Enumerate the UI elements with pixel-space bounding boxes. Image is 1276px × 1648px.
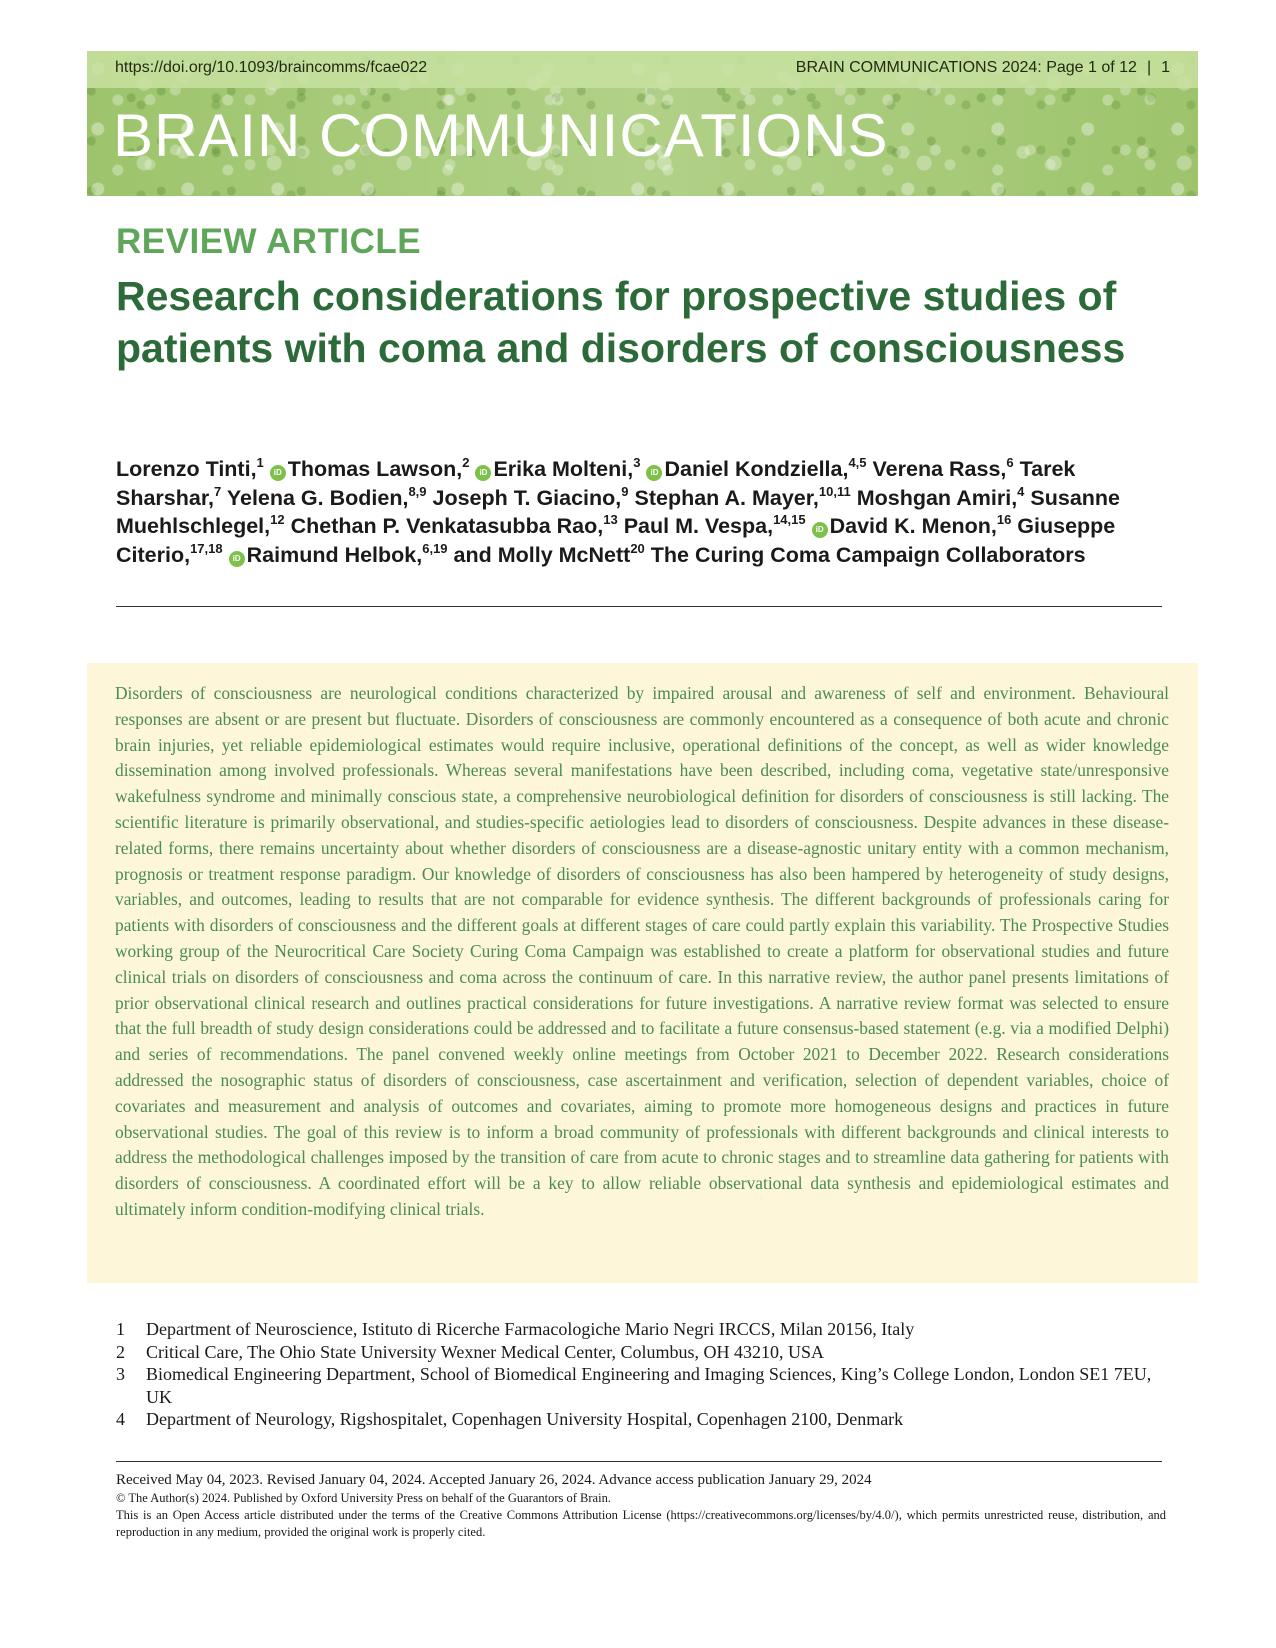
author-name: Joseph T. Giacino,	[432, 485, 622, 510]
author-affiliation-ref: 4	[1017, 483, 1025, 499]
doi-link[interactable]: https://doi.org/10.1093/braincomms/fcae022	[115, 59, 428, 76]
author-name: Stephan A. Mayer,	[634, 485, 819, 510]
divider-authors	[116, 606, 1162, 607]
banner-top-strip	[87, 51, 1198, 88]
author-list	[116, 455, 1176, 569]
divider-footer	[116, 1461, 1162, 1462]
received-dates: Received May 04, 2023. Revised January 04, 2024. Accepted January 26, 2024. Advance access publication January 29, 2024	[116, 1472, 872, 1488]
copyright-notice: © The Author(s) 2024. Published by Oxford University Press on behalf of the Guarantors of Brain.	[116, 1491, 611, 1505]
orcid-icon[interactable]: iD	[646, 465, 662, 481]
affiliation-number: 3	[116, 1364, 125, 1384]
affiliation-item	[116, 1408, 1166, 1431]
orcid-icon[interactable]: iD	[229, 551, 245, 567]
affiliation-number: 2	[116, 1341, 125, 1362]
author-name: Raimund Helbok,	[246, 542, 423, 567]
author-affiliation-ref: 10,11	[818, 483, 851, 499]
author-name: Susanne Muehlschlegel,	[116, 485, 1121, 538]
author-name: Daniel Kondziella,	[664, 457, 849, 481]
license-notice: This is an Open Access article distributed under the terms of the Creative Commons Attribution License (https://creativecommons.org/licenses/by/4.0/), which permits unrestricted reuse, distribution, and reproduction in any medium, provided the original work is properly cited.	[116, 1508, 1166, 1539]
author-name: Thomas Lawson,	[287, 457, 463, 481]
page-info-separator: |	[1146, 59, 1152, 76]
author-affiliation-ref: 4,5	[848, 455, 867, 470]
author-affiliation-ref: 6	[1006, 455, 1014, 470]
author-name: Yelena G. Bodien,	[226, 485, 409, 510]
author-name: Chethan P. Venkatasubba Rao,	[290, 514, 604, 538]
author-affiliation-ref: 1	[256, 455, 264, 470]
author-affiliation-ref: 8,9	[408, 483, 427, 499]
affiliation-text: Department of Neuroscience, Istituto di Ricerche Farmacologiche Mario Negri IRCCS, Milan 20156, Italy	[146, 1319, 915, 1339]
author-affiliation-ref: 17,18	[190, 540, 223, 556]
affiliations	[116, 1318, 1166, 1431]
author-name: Lorenzo Tinti,	[116, 457, 257, 481]
affiliation-number: 1	[116, 1319, 125, 1339]
author-name: Verena Rass,	[872, 457, 1007, 481]
author-name: The Curing Coma Campaign Collaborators	[650, 542, 1086, 567]
page-info-text: BRAIN COMMUNICATIONS 2024: Page 1 of 12	[795, 59, 1137, 76]
page-info	[796, 59, 1170, 77]
author-affiliation-ref: 6,19	[422, 540, 448, 556]
affiliation-text: Biomedical Engineering Department, School of Biomedical Engineering and Imaging Sciences, King’s College London, London SE1 7EU, UK	[146, 1364, 1152, 1407]
author-name: Moshgan Amiri,	[856, 485, 1018, 510]
orcid-icon[interactable]: iD	[475, 465, 491, 481]
abstract-text: Disorders of consciousness are neurological conditions characterized by impaired arousal and awareness of self and environment. Behavioural responses are absent or are present but fluctuate. Disorders of consciousness are commonly encountered as a consequence of both acute and chronic brain injuries, yet reliable epidemiological estimates would require inclusive, operational definitions of the concept, as well as wider knowledge dissemination among involved professionals. Whereas several manifestations have been described, including coma, vegetative state/unresponsive wakefulness syndrome and minimally conscious state, a comprehensive neurobiological definition for disorders of consciousness is still lacking. The scientific literature is primarily observational, and studies-specific aetiologies lead to disorders of consciousness. Despite advances in these disease-related forms, there remains uncertainty about whether disorders of consciousness are a disease-agnostic unitary entity with a common mechanism, prognosis or treatment response paradigm. Our knowledge of disorders of consciousness has also been hampered by heterogeneity of study designs, variables, and outcomes, leading to results that are not comparable for evidence synthesis. The different backgrounds of professionals caring for patients with disorders of consciousness and the different goals at different stages of care could partly explain this variability. The Prospective Studies working group of the Neurocritical Care Society Curing Coma Campaign was established to create a platform for observational studies and future clinical trials on disorders of consciousness and coma across the continuum of care. In this narrative review, the author panel presents limitations of prior observational clinical research and outlines practical considerations for future investigations. A narrative review format was selected to ensure that the full breadth of study design considerations could be addressed and to facilitate a future consensus-based statement (e.g. via a modified Delphi) and series of recommendations. The panel convened weekly online meetings from October 2021 to December 2022. Research considerations addressed the nosographic status of disorders of consciousness, case ascertainment and verification, selection of dependent variables, choice of covariates and measurement and analysis of outcomes and covariates, aiming to promote more homogeneous designs and practices in future observational studies. The goal of this review is to inform a broad community of professionals with different backgrounds and clinical interests to address the methodological challenges imposed by the transition of care from acute to chronic stages and to streamline data gathering for patients with disorders of consciousness. A coordinated effort will be a key to allow reliable observational data synthesis and epidemiological estimates and ultimately inform condition-modifying clinical trials.	[115, 683, 1169, 1219]
affiliation-item	[116, 1318, 1166, 1341]
author-name: Tarek Sharshar,	[116, 457, 1076, 510]
orcid-icon[interactable]: iD	[812, 522, 828, 538]
article-title: Research considerations for prospective studies of patients with coma and disorders of consciousness	[116, 273, 1126, 371]
journal-banner	[87, 51, 1198, 196]
author-name: Erika Molteni,	[493, 457, 634, 481]
author-affiliation-ref: 20	[630, 540, 645, 556]
author-affiliation-ref: 2	[462, 455, 470, 470]
affiliation-item	[116, 1341, 1166, 1364]
article-type: REVIEW ARTICLE	[116, 222, 422, 261]
article-footer	[116, 1470, 1166, 1541]
affiliation-item	[116, 1363, 1166, 1408]
author-name: Giuseppe Citerio,	[116, 514, 1116, 567]
author-affiliation-ref: 14,15	[773, 512, 806, 527]
author-affiliation-ref: 13	[603, 512, 618, 527]
author-affiliation-ref: 7	[214, 483, 222, 499]
page-number: 1	[1161, 59, 1170, 76]
author-affiliation-ref: 9	[621, 483, 629, 499]
author-affiliation-ref: 16	[996, 512, 1012, 527]
affiliation-text: Critical Care, The Ohio State University Wexner Medical Center, Columbus, OH 43210, USA	[146, 1341, 825, 1362]
author-affiliation-ref: 12	[270, 512, 285, 527]
author-name: and Molly McNett	[453, 542, 631, 567]
orcid-icon[interactable]: iD	[270, 465, 286, 481]
journal-name: BRAIN COMMUNICATIONS	[113, 102, 889, 169]
author-name: Paul M. Vespa,	[623, 514, 774, 538]
affiliation-text: Department of Neurology, Rigshospitalet, Copenhagen University Hospital, Copenhagen 2100, Denmark	[146, 1409, 904, 1429]
affiliation-number: 4	[116, 1409, 125, 1429]
abstract-box	[87, 663, 1198, 1283]
author-affiliation-ref: 3	[633, 455, 641, 470]
author-name: David K. Menon,	[829, 514, 997, 538]
